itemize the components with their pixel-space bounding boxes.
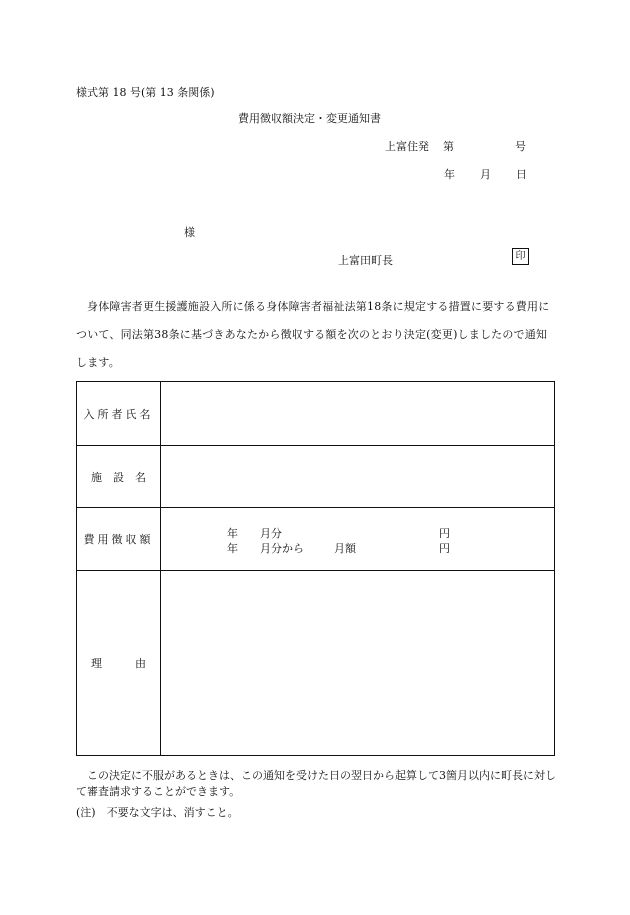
date-year: 年 xyxy=(444,168,455,181)
reason-field[interactable] xyxy=(161,571,554,755)
fee-yen: 円 xyxy=(439,527,450,540)
issuer-number xyxy=(385,138,526,154)
fee-month-from: 月分から xyxy=(260,542,304,555)
facility-name-field[interactable] xyxy=(161,446,554,507)
fee-year: 年 xyxy=(227,527,238,540)
table-row-reason xyxy=(77,570,554,755)
resident-name-label: 入所者氏名 xyxy=(77,382,161,445)
date-day: 日 xyxy=(516,168,527,181)
date-month: 月 xyxy=(480,168,491,181)
body-paragraph: 身体障害者更生援護施設入所に係る身体障害者福祉法第18条に規定する措置に要する費用について、同法第38条に基づきあなたから徴収する額を次のとおり決定(変更)しましたので通知します。 xyxy=(76,300,550,369)
reason-label: 理 由 xyxy=(77,571,161,755)
seal-mark: 印 xyxy=(512,248,529,265)
facility-name-label: 施 設 名 xyxy=(77,446,161,507)
fee-yen-2: 円 xyxy=(439,542,450,555)
appeal-notice: この決定に不服があるときは、この通知を受けた日の翌日から起算して3箇月以内に町長に対して審査請求することができます。 xyxy=(76,769,556,798)
document-title: 費用徴収額決定・変更通知書 xyxy=(238,112,381,125)
fee-month: 月分 xyxy=(260,527,282,540)
form-number-label: 様式第 18 号(第 13 条関係) xyxy=(76,86,215,99)
notice-table xyxy=(76,381,555,756)
issuer-prefix: 上富住発 xyxy=(385,140,429,153)
table-row-resident xyxy=(77,382,554,445)
issuer-dai: 第 xyxy=(443,140,454,153)
fee-monthly: 月額 xyxy=(334,542,356,555)
fee-amount-label: 費用徴収額 xyxy=(77,508,161,570)
footnote: (注) 不要な文字は、消すこと。 xyxy=(76,806,239,819)
sender-name: 上富田町長 xyxy=(338,254,393,267)
table-row-facility xyxy=(77,445,554,507)
table-row-fee xyxy=(77,507,554,570)
fee-amount-field[interactable] xyxy=(161,508,554,570)
issuer-go: 号 xyxy=(515,140,526,153)
resident-name-field[interactable] xyxy=(161,382,554,445)
addressee-honorific: 様 xyxy=(184,226,195,239)
fee-year-2: 年 xyxy=(227,542,238,555)
